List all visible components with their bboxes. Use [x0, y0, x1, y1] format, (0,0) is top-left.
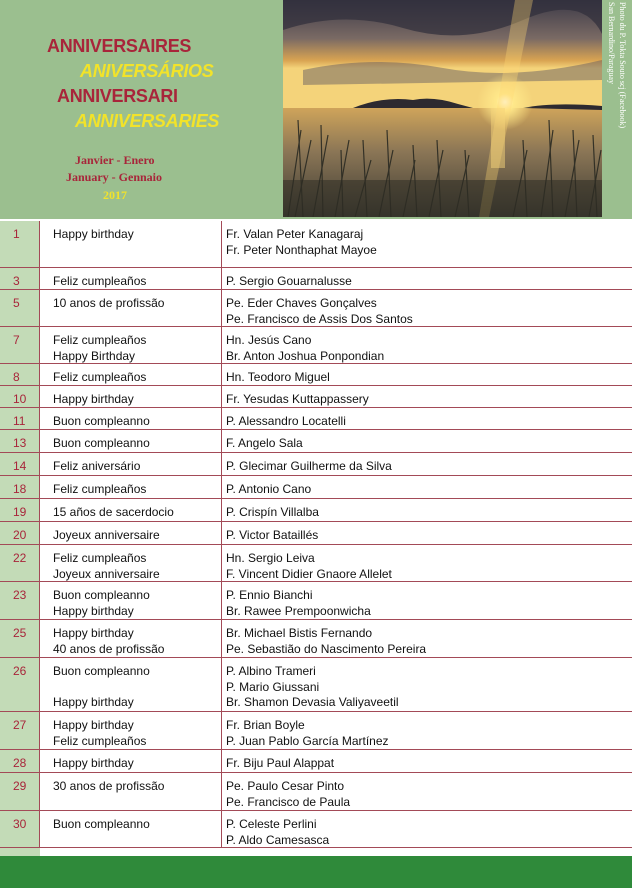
names-cell: [222, 499, 632, 521]
table-row: [0, 268, 632, 290]
occasion-cell: [40, 268, 222, 289]
occasion-cell: [40, 290, 222, 326]
day-number: 1: [13, 227, 20, 241]
person-name: P. Sergio Gouarnalusse: [226, 274, 352, 288]
person-name: P. Juan Pablo García Martínez: [226, 733, 389, 748]
person-name: Pe. Eder Chaves Gonçalves: [226, 296, 377, 310]
anniversary-table: [0, 221, 632, 856]
names-cell: [222, 327, 632, 363]
person-name: Br. Anton Joshua Ponpondian: [226, 348, 385, 363]
day-cell: [0, 430, 40, 452]
person-name: P. Crispín Villalba: [226, 505, 319, 519]
occasion-cell: [40, 582, 222, 619]
table-row: [0, 811, 632, 848]
occasion-cell: [40, 750, 222, 772]
occasion-label: Buon compleanno: [53, 436, 150, 450]
day-number: 29: [13, 779, 27, 793]
names-cell: [222, 268, 632, 289]
day-cell: [0, 522, 40, 544]
occasion-label: [53, 680, 221, 696]
person-name: Fr. Brian Boyle: [226, 718, 305, 732]
occasion-label: Feliz aniversário: [53, 459, 141, 473]
table-row: [0, 327, 632, 364]
table-row: [0, 658, 632, 712]
day-cell: [0, 750, 40, 772]
table-row: [0, 499, 632, 522]
day-number: 20: [13, 528, 27, 542]
occasion-label: Feliz cumpleaños: [53, 370, 147, 384]
table-row: [0, 453, 632, 476]
person-name: P. Aldo Camesasca: [226, 832, 330, 847]
names-cell: [222, 408, 632, 429]
person-name: Pe. Francisco de Assis Dos Santos: [226, 311, 413, 326]
day-number: 5: [13, 296, 20, 310]
occasion-label: Feliz cumpleaños: [53, 733, 147, 748]
day-cell: [0, 453, 40, 475]
names-cell: [222, 364, 632, 385]
table-row: [0, 620, 632, 658]
day-cell: [0, 545, 40, 581]
occasion-cell: [40, 811, 222, 847]
occasion-label: Happy birthday: [53, 626, 134, 640]
table-row: [0, 386, 632, 408]
occasion-label: 30 anos de profissão: [53, 779, 165, 793]
table-row: [0, 290, 632, 327]
occasion-label: Buon compleanno: [53, 664, 150, 678]
occasion-cell: [40, 522, 222, 544]
person-name: Fr. Valan Peter Kanagaraj: [226, 227, 364, 241]
day-number: 22: [13, 551, 27, 565]
occasion-label: Buon compleanno: [53, 414, 150, 428]
day-number: 10: [13, 392, 27, 406]
person-name: Pe. Paulo Cesar Pinto: [226, 779, 345, 793]
table-row: [0, 773, 632, 811]
person-name: P. Albino Trameri: [226, 664, 316, 678]
occasion-cell: [40, 773, 222, 810]
names-cell: [222, 453, 632, 475]
day-number: 28: [13, 756, 27, 770]
occasion-label: Joyeux anniversaire: [53, 528, 160, 542]
day-cell: [0, 476, 40, 498]
title-fr: ANNIVERSAIRES: [47, 36, 192, 56]
table-row: [0, 408, 632, 430]
day-cell: [0, 268, 40, 289]
table-row: [0, 221, 632, 268]
names-cell: [222, 545, 632, 581]
names-cell: [222, 658, 632, 711]
day-number: 7: [13, 333, 20, 347]
names-cell: [222, 582, 632, 619]
names-cell: [222, 773, 632, 810]
table-row: [0, 364, 632, 386]
names-cell: [222, 712, 632, 749]
title-it: ANNIVERSARI: [57, 86, 178, 106]
table-row: [0, 750, 632, 773]
occasion-label: Joyeux anniversaire: [53, 566, 160, 581]
table-row: [0, 582, 632, 620]
person-name: P. Antonio Cano: [226, 482, 312, 496]
names-cell: [222, 221, 632, 267]
title-pt: ANIVERSÁRIOS: [80, 61, 214, 81]
person-name: Hn. Jesús Cano: [226, 333, 312, 347]
names-cell: [222, 750, 632, 772]
day-cell: [0, 364, 40, 385]
person-name: F. Vincent Didier Gnaore Allelet: [226, 566, 392, 581]
table-row: [0, 522, 632, 545]
occasion-label: [53, 833, 221, 849]
day-cell: [0, 712, 40, 749]
occasion-label: Happy birthday: [53, 392, 134, 406]
day-cell: [0, 582, 40, 619]
person-name: Br. Rawee Prempoonwicha: [226, 603, 371, 618]
day-number: 11: [13, 414, 26, 428]
person-name: P. Ennio Bianchi: [226, 588, 313, 602]
title-en: ANNIVERSARIES: [75, 111, 220, 131]
occasion-cell: [40, 327, 222, 363]
names-cell: [222, 386, 632, 407]
occasion-cell: [40, 712, 222, 749]
occasion-label: Happy birthday: [53, 695, 134, 710]
header: [0, 0, 632, 219]
occasion-label: Buon compleanno: [53, 588, 150, 602]
day-cell: [0, 221, 40, 267]
person-name: P. Mario Giussani: [226, 679, 320, 694]
day-number: 19: [13, 505, 27, 519]
names-cell: [222, 811, 632, 847]
photo-credit-author: Photo du P. Tokta Souto scj (Facebook): [618, 2, 627, 129]
month-fr-es: Janvier - Enero: [75, 153, 155, 167]
table-row: [0, 545, 632, 582]
day-cell: [0, 620, 40, 657]
occasion-label: Feliz cumpleaños: [53, 482, 147, 496]
person-name: Br. Michael Bistis Fernando: [226, 626, 373, 640]
occasion-cell: [40, 476, 222, 498]
occasion-cell: [40, 658, 222, 711]
day-number: 13: [13, 436, 27, 450]
occasion-label: 15 años de sacerdocio: [53, 505, 174, 519]
day-number: 26: [13, 664, 27, 678]
day-cell: [0, 658, 40, 711]
person-name: F. Angelo Sala: [226, 436, 303, 450]
occasion-cell: [40, 408, 222, 429]
person-name: Br. Shamon Devasia Valiyaveetil: [226, 695, 399, 710]
photo-credit-location: San Bernardino/Paraguay: [607, 2, 616, 84]
footer-bar: [0, 856, 632, 888]
occasion-label: Feliz cumpleaños: [53, 274, 147, 288]
occasion-cell: [40, 499, 222, 521]
day-cell: [0, 327, 40, 363]
day-cell: [0, 386, 40, 407]
day-number: 23: [13, 588, 27, 602]
sunset-lake-photo: [283, 0, 602, 217]
occasion-label: Happy birthday: [53, 227, 134, 241]
person-name: Hn. Teodoro Miguel: [226, 370, 330, 384]
day-number: 3: [13, 274, 20, 288]
person-name: P. Alessandro Locatelli: [226, 414, 346, 428]
person-name: Pe. Sebastião do Nascimento Pereira: [226, 641, 427, 656]
occasion-label: Buon compleanno: [53, 817, 150, 831]
occasion-cell: [40, 364, 222, 385]
table-row: [0, 430, 632, 453]
person-name: P. Celeste Perlini: [226, 817, 317, 831]
day-number: 30: [13, 817, 27, 831]
names-cell: [222, 290, 632, 326]
names-cell: [222, 430, 632, 452]
day-number: 18: [13, 482, 27, 496]
occasion-label: [53, 795, 221, 811]
occasion-cell: [40, 620, 222, 657]
person-name: Hn. Sergio Leiva: [226, 551, 315, 565]
table-row: [0, 476, 632, 499]
day-cell: [0, 811, 40, 847]
day-number: 27: [13, 718, 27, 732]
day-number: 8: [13, 370, 20, 384]
occasion-cell: [40, 545, 222, 581]
names-cell: [222, 522, 632, 544]
photo-credit: [603, 0, 632, 217]
person-name: Fr. Peter Nonthaphat Mayoe: [226, 242, 377, 257]
occasion-label: Happy birthday: [53, 756, 134, 770]
year: 2017: [103, 188, 127, 202]
person-name: Fr. Yesudas Kuttappassery: [226, 392, 369, 406]
person-name: P. Victor Bataillés: [226, 528, 319, 542]
day-cell: [0, 773, 40, 810]
occasion-label: Happy birthday: [53, 603, 134, 618]
person-name: P. Glecimar Guilherme da Silva: [226, 459, 392, 473]
occasion-label: Happy Birthday: [53, 348, 136, 363]
day-number: 25: [13, 626, 27, 640]
person-name: Fr. Biju Paul Alappat: [226, 756, 335, 770]
occasion-label: Feliz cumpleaños: [53, 551, 147, 565]
occasion-label: Feliz cumpleaños: [53, 333, 147, 347]
day-number: 14: [13, 459, 27, 473]
table-row: [0, 712, 632, 750]
occasion-cell: [40, 386, 222, 407]
occasion-label: [53, 243, 221, 259]
occasion-label: Happy birthday: [53, 718, 134, 732]
names-cell: [222, 476, 632, 498]
day-cell: [0, 499, 40, 521]
occasion-label: 40 anos de profissão: [53, 641, 165, 656]
month-en-it: January - Gennaio: [66, 170, 163, 184]
day-cell: [0, 408, 40, 429]
occasion-cell: [40, 453, 222, 475]
names-cell: [222, 620, 632, 657]
person-name: Pe. Francisco de Paula: [226, 794, 351, 809]
occasion-label: 10 anos de profissão: [53, 296, 165, 310]
occasion-cell: [40, 430, 222, 452]
occasion-label: [53, 312, 221, 328]
occasion-cell: [40, 221, 222, 267]
day-cell: [0, 290, 40, 326]
